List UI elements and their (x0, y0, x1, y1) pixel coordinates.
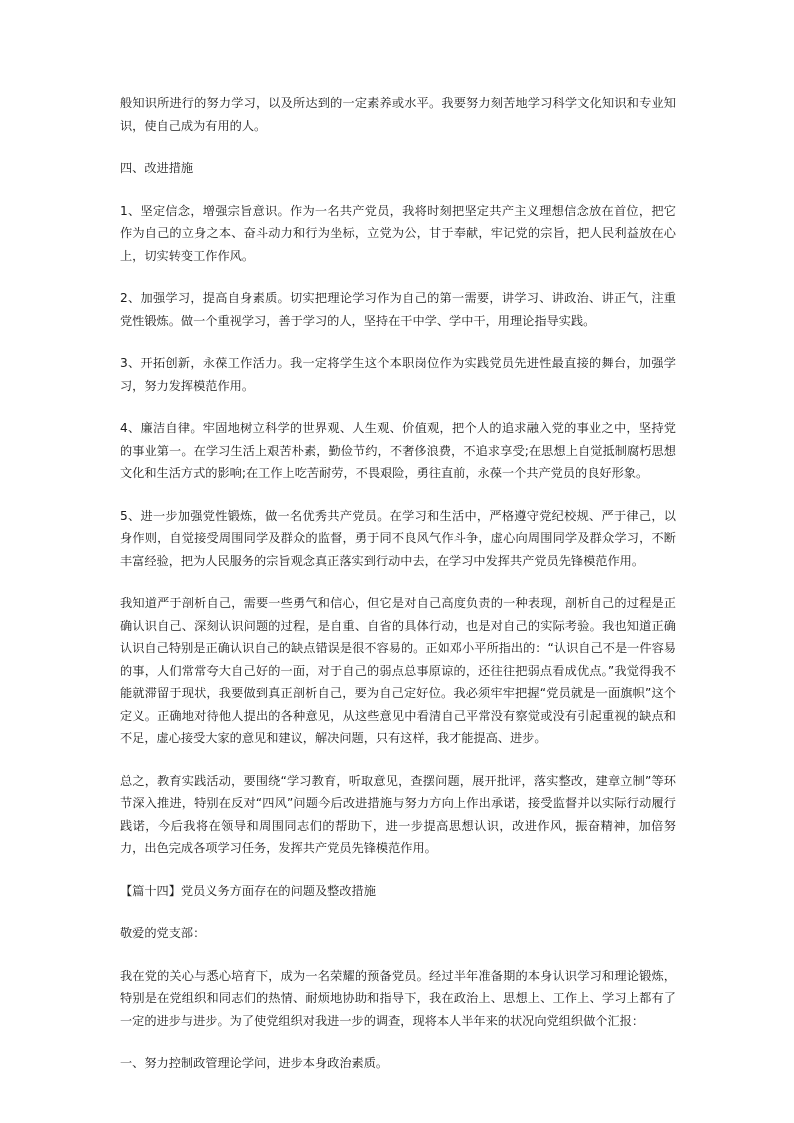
document-page (120, 92, 676, 1095)
paragraph-introduction: 我在党的关心与悉心培育下，成为一名荣耀的预备党员。经过半年准备期的本身认识学习和理论锻炼，特别是在党组织和同志们的热情、耐烦地协助和指导下，我在政治上、思想上、工作上、学习上都有了一定的进步与进步。为了使党组织对我进一步的调查，现将本人半年来的状况向党组织做个汇报： (120, 968, 676, 1028)
paragraph-measure-2: 2、加强学习，提高自身素质。切实把理论学习作为自己的第一需要，讲学习、讲政治、讲正气，注重党性锻炼。做一个重视学习，善于学习的人，坚持在干中学、学中干，用理论指导实践。 (120, 291, 676, 328)
paragraph-measure-3: 3、开拓创新，永葆工作活力。我一定将学生这个本职岗位作为实践党员先进性最直接的舞台，加强学习，努力发挥模范作用。 (120, 356, 676, 393)
paragraph-measure-1: 1、坚定信念，增强宗旨意识。作为一名共产党员，我将时刻把坚定共产主义理想信念放在首位，把它作为自己的立身之本、奋斗动力和行为坐标，立党为公，甘于奉献，牢记党的宗旨，把人民利益放在心上，切实转变工作作风。 (120, 203, 676, 263)
paragraph-measure-5: 5、进一步加强党性锻炼，做一名优秀共产党员。在学习和生活中，严格遵守党纪校规、严于律己，以身作则，自觉接受周围同学及群众的监督，勇于同不良风气作斗争，虚心向周围同学及群众学习，不断丰富经验，把为人民服务的宗旨观念真正落实到行动中去，在学习中发挥共产党员先锋模范作用。 (120, 508, 676, 568)
paragraph-conclusion: 总之，教育实践活动，要围绕“学习教育，听取意见，查摆问题，展开批评，落实整改，建章立制”等环节深入推进，特别在反对“四风”问题今后改进措施与努力方向上作出承诺，接受监督并以实际行动履行践诺，今后我将在领导和周围同志们的帮助下，进一步提高思想认识，改进作风，振奋精神，加倍努力，出色完成各项学习任务，发挥共产党员先锋模范作用。 (120, 773, 676, 855)
paragraph-continuation: 般知识所进行的努力学习，以及所达到的一定素养或水平。我要努力刻苦地学习科学文化知识和专业知识，使自己成为有用的人。 (120, 96, 676, 133)
section-heading-improvement-measures: 四、改进措施 (120, 161, 194, 175)
article-title-14: 【篇十四】党员义务方面存在的问题及整改措施 (120, 883, 376, 898)
paragraph-measure-4: 4、廉洁自律。牢固地树立科学的世界观、人生观、价值观，把个人的追求融入党的事业之中，坚持党的事业第一。在学习生活上艰苦朴素，勤俭节约，不奢侈浪费，不追求享受;在思想上自觉抵制腐朽思想文化和生活方式的影响;在工作上吃苦耐劳，不畏艰险，勇往直前，永葆一个共产党员的良好形象。 (120, 421, 676, 480)
letter-salutation: 敬爱的党支部： (120, 926, 206, 940)
paragraph-self-analysis: 我知道严于剖析自己，需要一些勇气和信心，但它是对自己高度负责的一种表现，剖析自己的过程是正确认识自己、深刻认识问题的过程，是自重、自省的具体行动，也是对自己的实际考验。我也知道正确认识自己特别是正确认识自己的缺点错误是很不容易的。正如邓小平所指出的：“认识自己不是一件容易的事，人们常常夸大自己好的一面，对于自己的弱点总事原谅的，还往往把弱点看成优点。”我觉得我不能就滞留于现状，我要做到真正剖析自己，要为自己定好位。我必须牢牢把握“党员就是一面旗帜”这个定义。正确地对待他人提出的各种意见，从这些意见中看清自己平常没有察觉或没有引起重视的缺点和不足，虚心接受大家的意见和建议，解决问题，只有这样，我才能提高、进步。 (120, 596, 676, 745)
section-heading-1: 一、努力控制政管理论学问，进步本身政治素质。 (120, 1056, 389, 1070)
